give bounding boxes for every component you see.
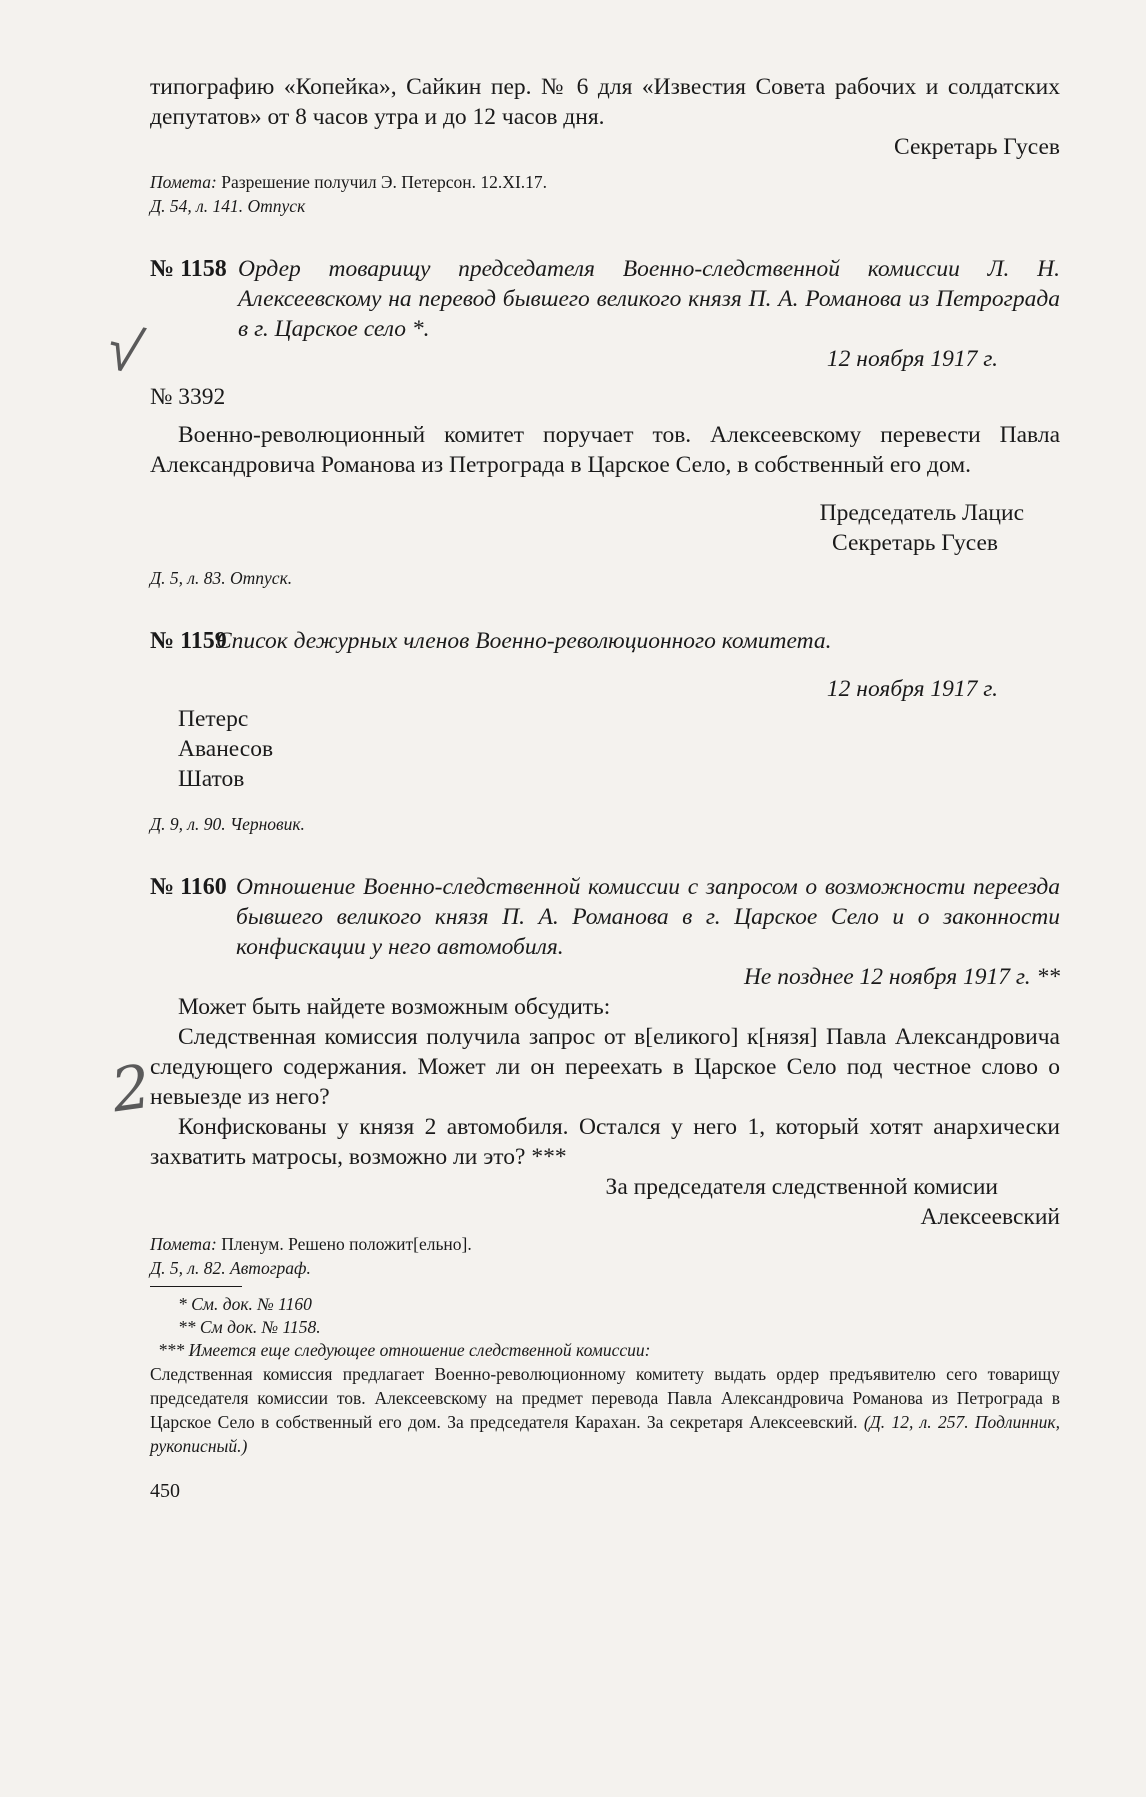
handwritten-number-mark: 2 <box>107 1051 155 1127</box>
doc-1160-source: Д. 5, л. 82. Автограф. <box>150 1258 311 1278</box>
remark-text: Пленум. Решено положит[ельно]. <box>216 1234 472 1254</box>
footnote-divider <box>150 1286 242 1287</box>
footnote-3-body: Следственная комиссия предлагает Военно-революционному комитету выдать ордер предъявителю сего товарищу председателя комиссии тов. Алексеевскому на предмет перевода Павла Александровича Романова из Петрограда в Царское Село в собственный его дом. За председателя Карахан. За секретаря Алексеевский. <box>150 1364 1060 1432</box>
doc-1160-signature-title: За председателя следственной комисии <box>605 1174 998 1200</box>
doc-1160-title: Отношение Военно-следственной комиссии с запросом о возможности переезда бывшего великого князя П. А. Романова в г. Царское Село и о законности конфискации у него автомобиля. <box>236 874 1060 960</box>
doc-1160-number: № 1160 <box>150 874 227 900</box>
handwritten-check-mark: √ <box>100 313 149 389</box>
top-paragraph: типографию «Копейка», Сайкин пер. № 6 для «Известия Совета рабочих и солдатских депутатов» от 8 часов утра и до 12 часов дня. <box>150 74 1060 130</box>
doc-1158-date: 12 ноября 1917 г. <box>826 346 998 372</box>
doc-1159-number: № 1159 <box>150 628 227 654</box>
remark-text: Разрешение получил Э. Петерсон. 12.XI.17. <box>216 172 548 192</box>
top-signature: Секретарь Гусев <box>893 134 1060 160</box>
doc-1159-source: Д. 9, л. 90. Черновик. <box>150 814 305 834</box>
doc-1158-reg-number: № 3392 <box>150 384 226 410</box>
doc-1160-intro: Может быть найдете возможным обсудить: <box>178 994 611 1020</box>
list-item: Аванесов <box>178 736 274 762</box>
doc-1160-date: Не позднее 12 ноября 1917 г. ** <box>743 964 1060 990</box>
doc-1158-source: Д. 5, л. 83. Отпуск. <box>150 568 293 588</box>
doc-1160-remark <box>150 1232 1060 1256</box>
list-item: Шатов <box>178 766 245 792</box>
top-remark <box>150 170 1060 194</box>
top-source: Д. 54, л. 141. Отпуск <box>150 196 306 216</box>
doc-1158-signature-chair: Председатель Лацис <box>819 500 1024 526</box>
document-page <box>150 72 1060 1506</box>
doc-1159-title: Список дежурных членов Военно-революционного комитета. <box>216 628 832 654</box>
doc-1158-signature-secretary: Секретарь Гусев <box>831 530 998 556</box>
doc-1160-paragraph-2: Конфискованы у князя 2 автомобиля. Остался у него 1, который хотят анархически захватить матросы, возможно ли это? *** <box>150 1114 1060 1170</box>
doc-1160-paragraph-1: Следственная комиссия получила запрос от в[еликого] к[нязя] Павла Александровича следующего содержания. Может ли он переехать в Царское Село под честное слово о невыезде из него? <box>150 1024 1060 1110</box>
footnote-3-text <box>150 1362 1060 1458</box>
list-item: Петерс <box>178 706 249 732</box>
remark-label: Помета: <box>150 172 217 192</box>
footnote-3: *** Имеется еще следующее отношение следственной комиссии: <box>158 1340 651 1360</box>
footnote-3-source: (Д. 12, л. 257. Подлинник, рукописный.) <box>150 1412 1060 1456</box>
doc-1158-body: Военно-революционный комитет поручает тов. Алексеевскому перевести Павла Александровича Романова из Петрограда в Царское Село, в собственный его дом. <box>150 422 1060 478</box>
footnote-2: ** См док. № 1158. <box>178 1317 321 1337</box>
doc-1158-number: № 1158 <box>150 256 227 282</box>
doc-1160-signature-name: Алексеевский <box>920 1204 1060 1230</box>
doc-1159-date: 12 ноября 1917 г. <box>826 676 998 702</box>
page-number: 450 <box>150 1480 180 1502</box>
doc-1158-title: Ордер товарищу председателя Военно-следственной комиссии Л. Н. Алексеевскому на перевод бывшего великого князя П. А. Романова из Петрограда в г. Царское село *. <box>238 256 1060 342</box>
footnote-1: * См. док. № 1160 <box>178 1294 312 1314</box>
remark-label: Помета: <box>150 1234 217 1254</box>
duty-members-list <box>178 704 1060 794</box>
